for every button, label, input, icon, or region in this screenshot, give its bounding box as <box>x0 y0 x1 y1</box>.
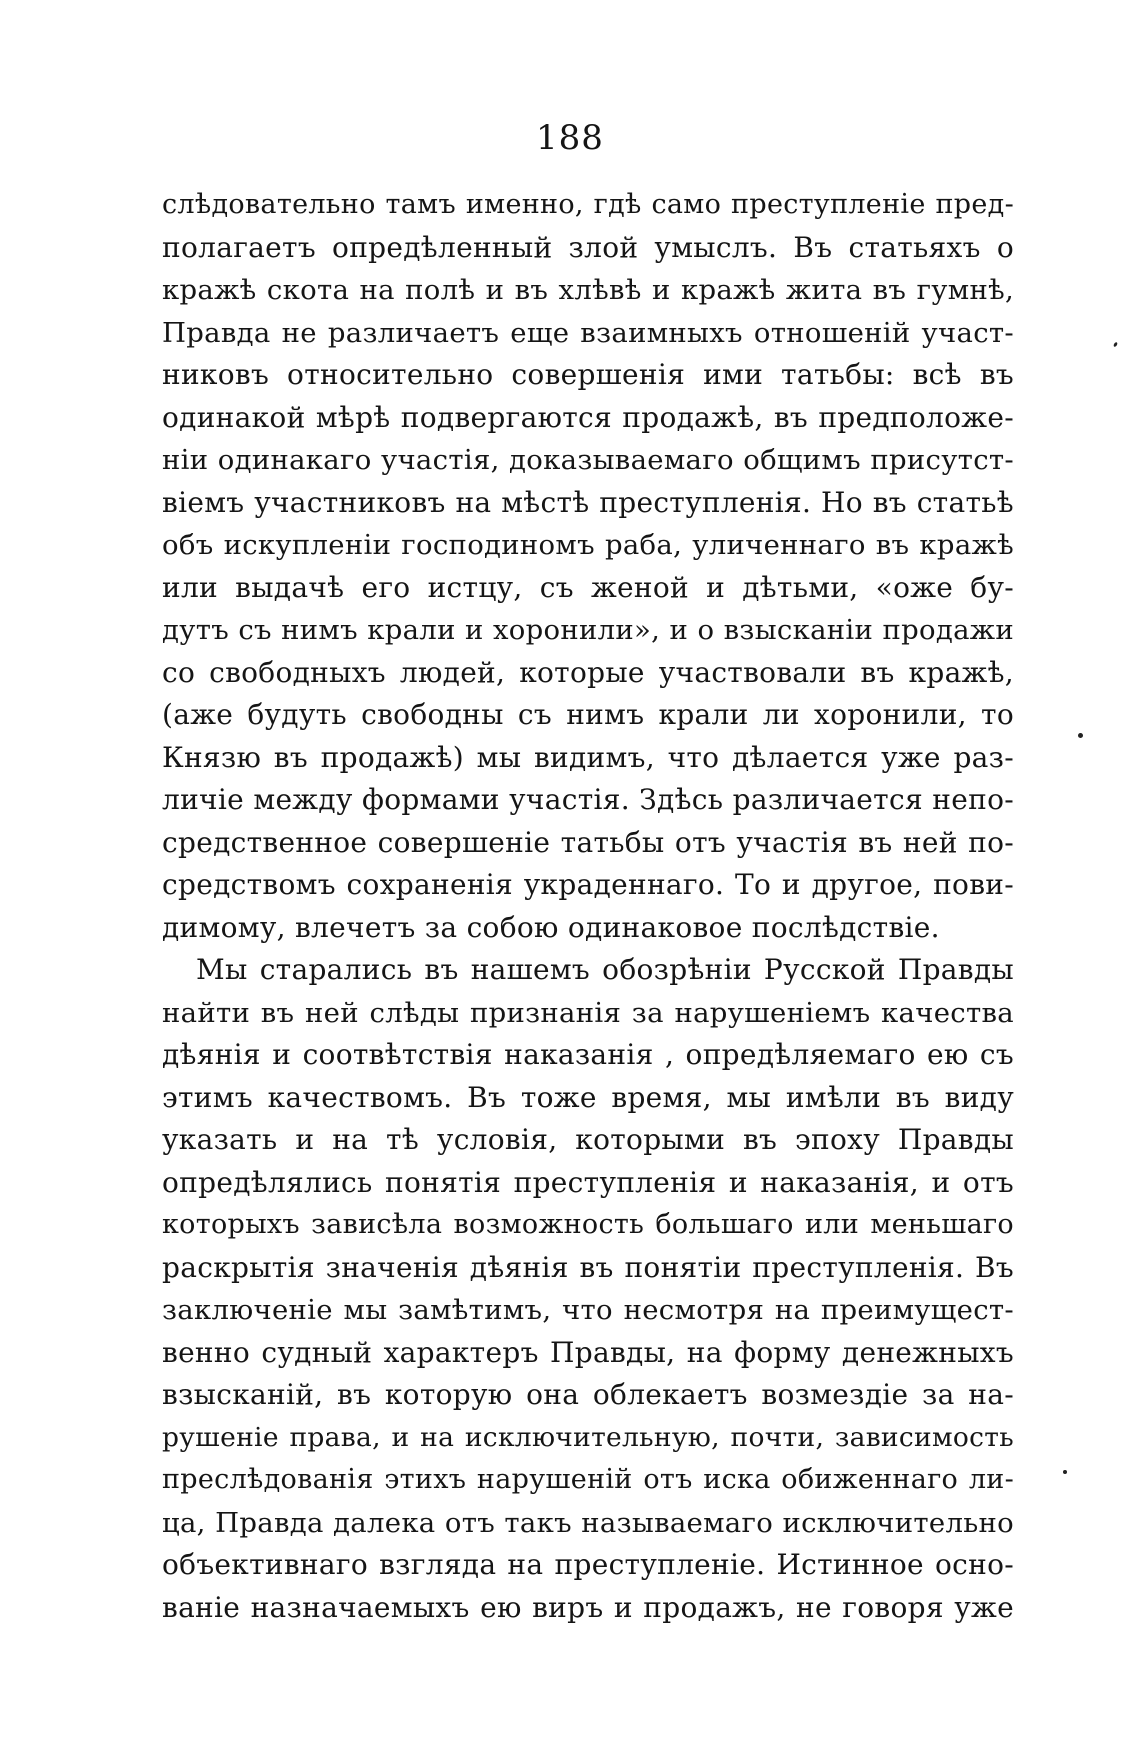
text-line: этимъ качествомъ. Въ тоже время, мы имѣли въ виду <box>162 1080 1014 1114</box>
text-line: объ искупленіи господиномъ раба, уличеннаго въ кражѣ <box>162 529 1014 561</box>
text-line: ца, Правда далека отъ такъ называемаго исключительно <box>162 1506 1014 1539</box>
text-line: со свободныхъ людей, которые участвовали въ кражѣ, <box>162 655 1014 689</box>
text-line: Мы старались въ нашемъ обозрѣніи Русской Правды <box>196 953 1014 986</box>
page-number: 188 <box>536 118 604 158</box>
text-line: указать и на тѣ условія, которыми въ эпоху Правды <box>162 1123 1014 1156</box>
text-line: димому, влечетъ за собою одинаковое послѣдствіе. <box>162 910 940 944</box>
text-line: или выдачѣ его истцу, съ женой и дѣтьми, «оже бу- <box>162 570 1014 604</box>
text-line: опредѣлялись понятія преступленія и наказанія, и отъ <box>162 1165 1014 1199</box>
text-line: заключеніе мы замѣтимъ, что несмотря на преимущест- <box>162 1294 1014 1326</box>
text-line: венно судный характеръ Правды, на форму денежныхъ <box>162 1335 1014 1369</box>
ink-speck <box>1113 342 1118 348</box>
text-line: средственное совершеніе татьбы отъ участія въ ней по- <box>162 825 1014 859</box>
text-line: рушеніе права, и на исключительную, почти, зависимость <box>162 1421 1014 1453</box>
text-line: кражѣ скота на полѣ и въ хлѣвѣ и кражѣ жита въ гумнѣ, <box>162 274 1014 306</box>
text-line: взысканій, въ которую она облекаетъ возмездіе за на- <box>162 1378 1014 1411</box>
text-line: одинакой мѣрѣ подвергаются продажѣ, въ предположе- <box>162 400 1014 434</box>
ink-speck <box>1063 1470 1067 1474</box>
text-line: преслѣдованія этихъ нарушеній отъ иска обиженнаго ли- <box>162 1464 1014 1495</box>
text-line: найти въ ней слѣды признанія за нарушеніемъ качества <box>162 996 1014 1029</box>
text-line: ваніе назначаемыхъ ею виръ и продажъ, не говоря уже <box>162 1590 1014 1624</box>
text-line: которыхъ зависѣла возможность большаго или меньшаго <box>162 1209 1014 1240</box>
text-line: личіе между формами участія. Здѣсь различается непо- <box>162 783 1014 816</box>
text-line: слѣдовательно тамъ именно, гдѣ само преступленіе пред- <box>162 189 1014 220</box>
text-line: полагаетъ опредѣленный злой умыслъ. Въ статьяхъ о <box>162 230 1014 264</box>
text-line: Князю въ продажѣ) мы видимъ, что дѣлается уже раз- <box>162 740 1014 774</box>
text-line: объективнаго взгляда на преступленіе. Истинное осно- <box>162 1548 1014 1581</box>
text-line: раскрытія значенія дѣянія въ понятіи преступленія. Въ <box>162 1250 1014 1284</box>
text-line: никовъ относительно совершенія ими татьбы: всѣ въ <box>162 358 1014 391</box>
ink-speck <box>1078 733 1083 738</box>
text-line: віемъ участниковъ на мѣстѣ преступленія. Но въ статьѣ <box>162 485 1014 519</box>
body-text <box>162 184 1014 1629</box>
text-line: дутъ съ нимъ крали и хоронили», и о взысканіи продажи <box>162 614 1014 646</box>
text-line: дѣянія и соотвѣтствія наказанія , опредѣляемаго ею съ <box>162 1038 1014 1071</box>
text-line: (аже будуть свободны съ нимъ крали ли хоронили, то <box>162 698 1014 731</box>
text-line: средствомъ сохраненія украденнаго. То и другое, пови- <box>162 868 1014 901</box>
text-line: ніи одинакаго участія, доказываемаго общимъ присутст- <box>162 444 1014 476</box>
text-line: Правда не различаетъ еще взаимныхъ отношеній участ- <box>162 316 1014 349</box>
